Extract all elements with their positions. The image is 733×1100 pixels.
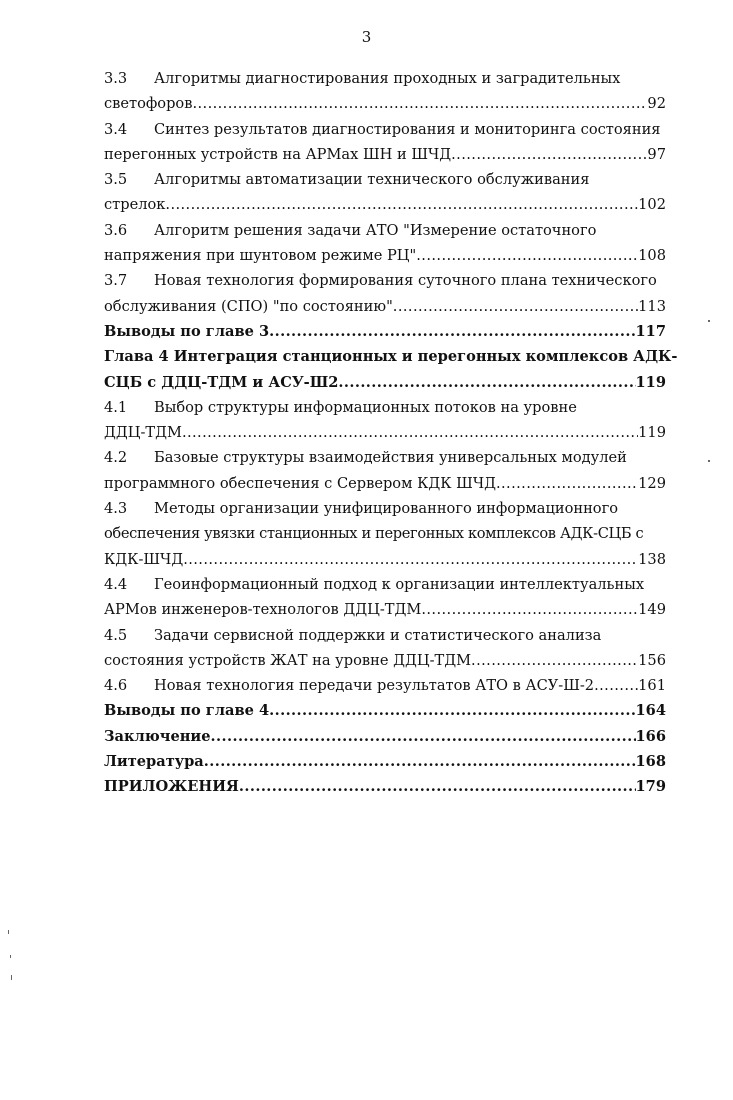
section-title: ПРИЛОЖЕНИЯ — [104, 778, 239, 796]
section-number: 3.5 — [104, 171, 128, 189]
toc-entry-3-6 — [104, 218, 666, 269]
section-title: Алгоритм решения задачи АТО "Измерение остаточного — [154, 221, 597, 239]
page-ref: 97 — [647, 145, 666, 163]
page-ref: 119 — [635, 373, 666, 391]
section-title-cont: напряжения при шунтовом режиме РЦ" — [104, 247, 417, 265]
section-title: Литература — [104, 753, 204, 771]
section-title: Заключение — [104, 727, 211, 745]
section-number: 4.1 — [104, 398, 128, 416]
section-title: Методы организации унифицированного информационного — [154, 500, 619, 518]
section-number: 4.5 — [104, 626, 128, 644]
section-number: 4.2 — [104, 449, 128, 467]
scan-speck — [10, 955, 11, 958]
page-ref: 166 — [635, 727, 666, 745]
section-number: 4.4 — [104, 575, 128, 593]
section-number: 3.7 — [104, 272, 128, 290]
scan-speck — [708, 460, 710, 462]
chapter-title: Глава 4 Интеграция станционных и перегонных комплексов АДК- — [104, 348, 678, 366]
section-title-cont: ДДЦ-ТДМ — [104, 424, 182, 442]
section-title-cont: стрелок — [104, 196, 166, 214]
section-number: 3.6 — [104, 221, 128, 239]
scan-speck — [708, 320, 710, 322]
section-title-cont: перегонных устройств на АРМах ШН и ШЧД — [104, 145, 452, 163]
page-ref: 179 — [635, 778, 666, 796]
toc-entry-3-5 — [104, 167, 666, 218]
chapter-title-cont: СЦБ с ДДЦ-ТДМ и АСУ-Ш2 — [104, 373, 339, 391]
section-title-cont: АРМов инженеров-технологов ДДЦ-ТДМ — [104, 601, 422, 619]
scan-speck — [11, 975, 12, 980]
dot-leader — [204, 749, 636, 774]
dot-leader — [393, 294, 638, 319]
page-ref: 113 — [638, 297, 666, 315]
dot-leader — [416, 243, 638, 268]
scan-speck — [8, 930, 9, 934]
section-number: 4.3 — [104, 500, 128, 518]
toc-entry-4-1 — [104, 395, 666, 446]
dot-leader — [269, 319, 635, 344]
page-ref: 129 — [638, 474, 666, 492]
dot-leader — [182, 420, 638, 445]
dot-leader — [338, 370, 635, 395]
dot-leader — [211, 724, 636, 749]
toc-entry-literature — [104, 749, 666, 774]
page-ref: 102 — [638, 196, 666, 214]
toc-entry-appendix — [104, 774, 666, 799]
section-title: Новая технология передачи результатов АТО в АСУ-Ш-2 — [154, 677, 595, 695]
dot-leader — [192, 91, 647, 116]
page-number: 3 — [361, 28, 372, 46]
table-of-contents — [104, 66, 678, 800]
page-ref: 156 — [638, 651, 666, 669]
toc-entry-4-5 — [104, 623, 666, 674]
dot-leader — [269, 698, 635, 723]
page-ref: 149 — [638, 601, 666, 619]
dot-leader — [471, 648, 638, 673]
dot-leader — [421, 597, 638, 622]
toc-entry-3-4 — [104, 117, 666, 168]
section-title: Новая технология формирования суточного плана технического — [154, 272, 657, 290]
toc-entry-3-7 — [104, 268, 666, 319]
page-ref: 119 — [638, 424, 666, 442]
toc-entry-conclusions-ch3 — [104, 319, 666, 344]
section-title-cont: КДК-ШЧД — [104, 550, 184, 568]
dot-leader — [183, 547, 638, 572]
section-title-cont: обеспечения увязки станционных и перегонных комплексов АДК-СЦБ с — [104, 525, 644, 543]
section-title-cont: обслуживания (СПО) "по состоянию" — [104, 297, 393, 315]
section-title: Выводы по главе 4 — [104, 702, 270, 720]
toc-entry-conclusion — [104, 724, 666, 749]
section-number: 3.3 — [104, 70, 128, 87]
toc-entry-4-6 — [104, 673, 666, 698]
dot-leader — [165, 192, 638, 217]
toc-entry-chapter-4 — [104, 344, 678, 395]
section-number: 4.6 — [104, 677, 128, 695]
section-title: Выводы по главе 3 — [104, 322, 270, 340]
section-title-cont: программного обеспечения с Сервером КДК ШЧД — [104, 474, 496, 492]
section-title: Задачи сервисной поддержки и статистического анализа — [154, 626, 602, 644]
toc-entry-conclusions-ch4 — [104, 698, 666, 723]
toc-entry-3-3 — [104, 66, 666, 117]
dot-leader — [239, 774, 636, 799]
section-title: Алгоритмы автоматизации технического обслуживания — [154, 171, 590, 189]
dot-leader — [496, 471, 638, 496]
section-title-cont: состояния устройств ЖАТ на уровне ДДЦ-ТДМ — [104, 651, 472, 669]
section-number: 3.4 — [104, 120, 128, 138]
page-ref: 138 — [638, 550, 666, 568]
dot-leader — [594, 673, 638, 698]
page-ref: 161 — [638, 677, 666, 695]
section-title: Базовые структуры взаимодействия универсальных модулей — [154, 449, 627, 467]
page-ref: 168 — [635, 753, 666, 771]
section-title: Геоинформационный подход к организации интеллектуальных — [154, 575, 645, 593]
page-ref: 164 — [635, 702, 666, 720]
toc-entry-4-4 — [104, 572, 666, 623]
section-title: Синтез результатов диагностирования и мониторинга состояния — [154, 120, 661, 138]
toc-entry-4-3 — [104, 496, 666, 572]
page-ref: 117 — [635, 322, 666, 340]
dot-leader — [451, 142, 647, 167]
section-title: Выбор структуры информационных потоков на уровне — [154, 398, 577, 416]
toc-entry-4-2 — [104, 445, 666, 496]
page-ref: 92 — [647, 95, 666, 113]
page-ref: 108 — [638, 247, 666, 265]
section-title: Алгоритмы диагностирования проходных и заградительных — [154, 70, 621, 87]
section-title-cont: светофоров — [104, 95, 193, 113]
